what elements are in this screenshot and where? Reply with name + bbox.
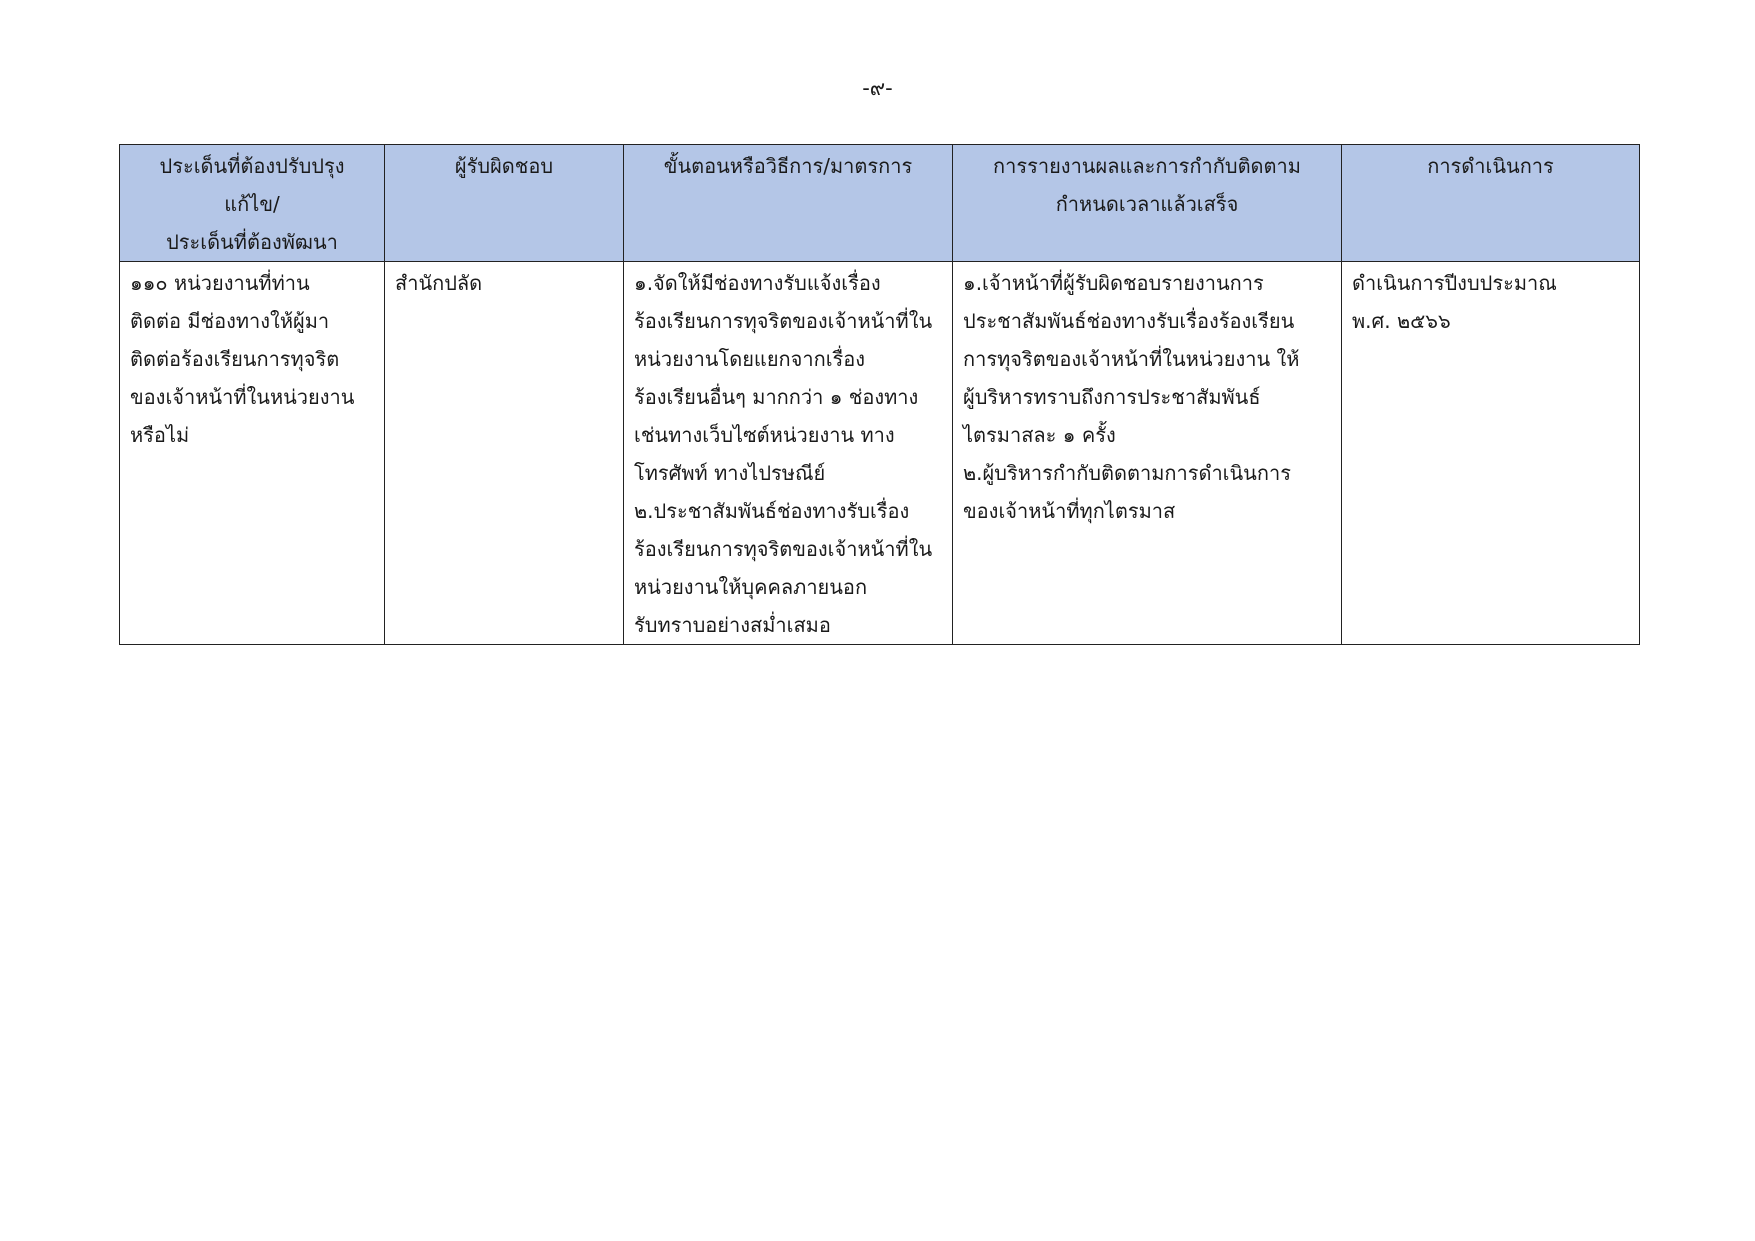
cell-method [624, 262, 953, 645]
cell-reporting [953, 262, 1342, 645]
cell-line: ประชาสัมพันธ์ช่องทางรับเรื่องร้องเรียน [963, 309, 1295, 333]
cell-line: สำนักปลัด [395, 271, 483, 295]
cell-line: ของเจ้าหน้าที่ทุกไตรมาส [963, 499, 1176, 523]
cell-line: ๒.ผู้บริหารกำกับติดตามการดำเนินการ [963, 461, 1291, 485]
cell-line: เช่นทางเว็บไซต์หน่วยงาน ทาง [634, 423, 895, 447]
cell-responsible [385, 262, 624, 645]
cell-line: ไตรมาสละ ๑ ครั้ง [963, 423, 1116, 447]
cell-line: ร้องเรียนการทุจริตของเจ้าหน้าที่ใน [634, 309, 933, 333]
cell-line: โทรศัพท์ ทางไปรษณีย์ [634, 461, 826, 485]
cell-line: ติดต่อร้องเรียนการทุจริต [130, 347, 340, 371]
header-responsible [385, 145, 624, 262]
header-issue [120, 145, 385, 262]
improvement-plan-table [119, 144, 1640, 645]
cell-line: การทุจริตของเจ้าหน้าที่ในหน่วยงาน ให้ [963, 347, 1300, 371]
cell-line: ๒.ประชาสัมพันธ์ช่องทางรับเรื่อง [634, 499, 910, 523]
cell-issue [120, 262, 385, 645]
cell-line: ดำเนินการปีงบประมาณ [1352, 271, 1557, 295]
cell-line: ร้องเรียนอื่นๆ มากกว่า ๑ ช่องทาง [634, 385, 919, 409]
header-issue-line: ประเด็นที่ต้องพัฒนา [166, 230, 338, 254]
cell-line: ของเจ้าหน้าที่ในหน่วยงาน [130, 385, 355, 409]
cell-line: หรือไม่ [130, 423, 190, 447]
header-issue-line: แก้ไข/ [224, 192, 280, 216]
table-body [120, 262, 1640, 645]
cell-line: หน่วยงานโดยแยกจากเรื่อง [634, 347, 866, 371]
cell-line: ร้องเรียนการทุจริตของเจ้าหน้าที่ใน [634, 537, 933, 561]
cell-line: ๑.จัดให้มีช่องทางรับแจ้งเรื่อง [634, 271, 881, 295]
header-method-line: ขั้นตอนหรือวิธีการ/มาตรการ [663, 154, 913, 178]
cell-line: ๑๑๐ หน่วยงานที่ท่าน [130, 271, 310, 295]
header-action-line: การดำเนินการ [1427, 154, 1554, 178]
cell-action [1342, 262, 1640, 645]
cell-line: ผู้บริหารทราบถึงการประชาสัมพันธ์ [963, 385, 1261, 409]
header-issue-line: ประเด็นที่ต้องปรับปรุง [159, 154, 345, 178]
header-reporting [953, 145, 1342, 262]
table-header-row [120, 145, 1640, 262]
header-reporting-line: กำหนดเวลาแล้วเสร็จ [1055, 192, 1239, 216]
cell-line: พ.ศ. ๒๕๖๖ [1352, 309, 1451, 333]
cell-line: รับทราบอย่างสม่ำเสมอ [634, 613, 831, 637]
cell-line: ๑.เจ้าหน้าที่ผู้รับผิดชอบรายงานการ [963, 271, 1264, 295]
header-method [624, 145, 953, 262]
table-row [120, 262, 1640, 645]
header-action [1342, 145, 1640, 262]
cell-line: หน่วยงานให้บุคคลภายนอก [634, 575, 868, 599]
cell-line: ติดต่อ มีช่องทางให้ผู้มา [130, 309, 330, 333]
header-responsible-line: ผู้รับผิดชอบ [454, 154, 554, 178]
page-number: -๙- [862, 76, 893, 100]
table-header [120, 145, 1640, 262]
header-reporting-line: การรายงานผลและการกำกับติดตาม [993, 154, 1301, 178]
